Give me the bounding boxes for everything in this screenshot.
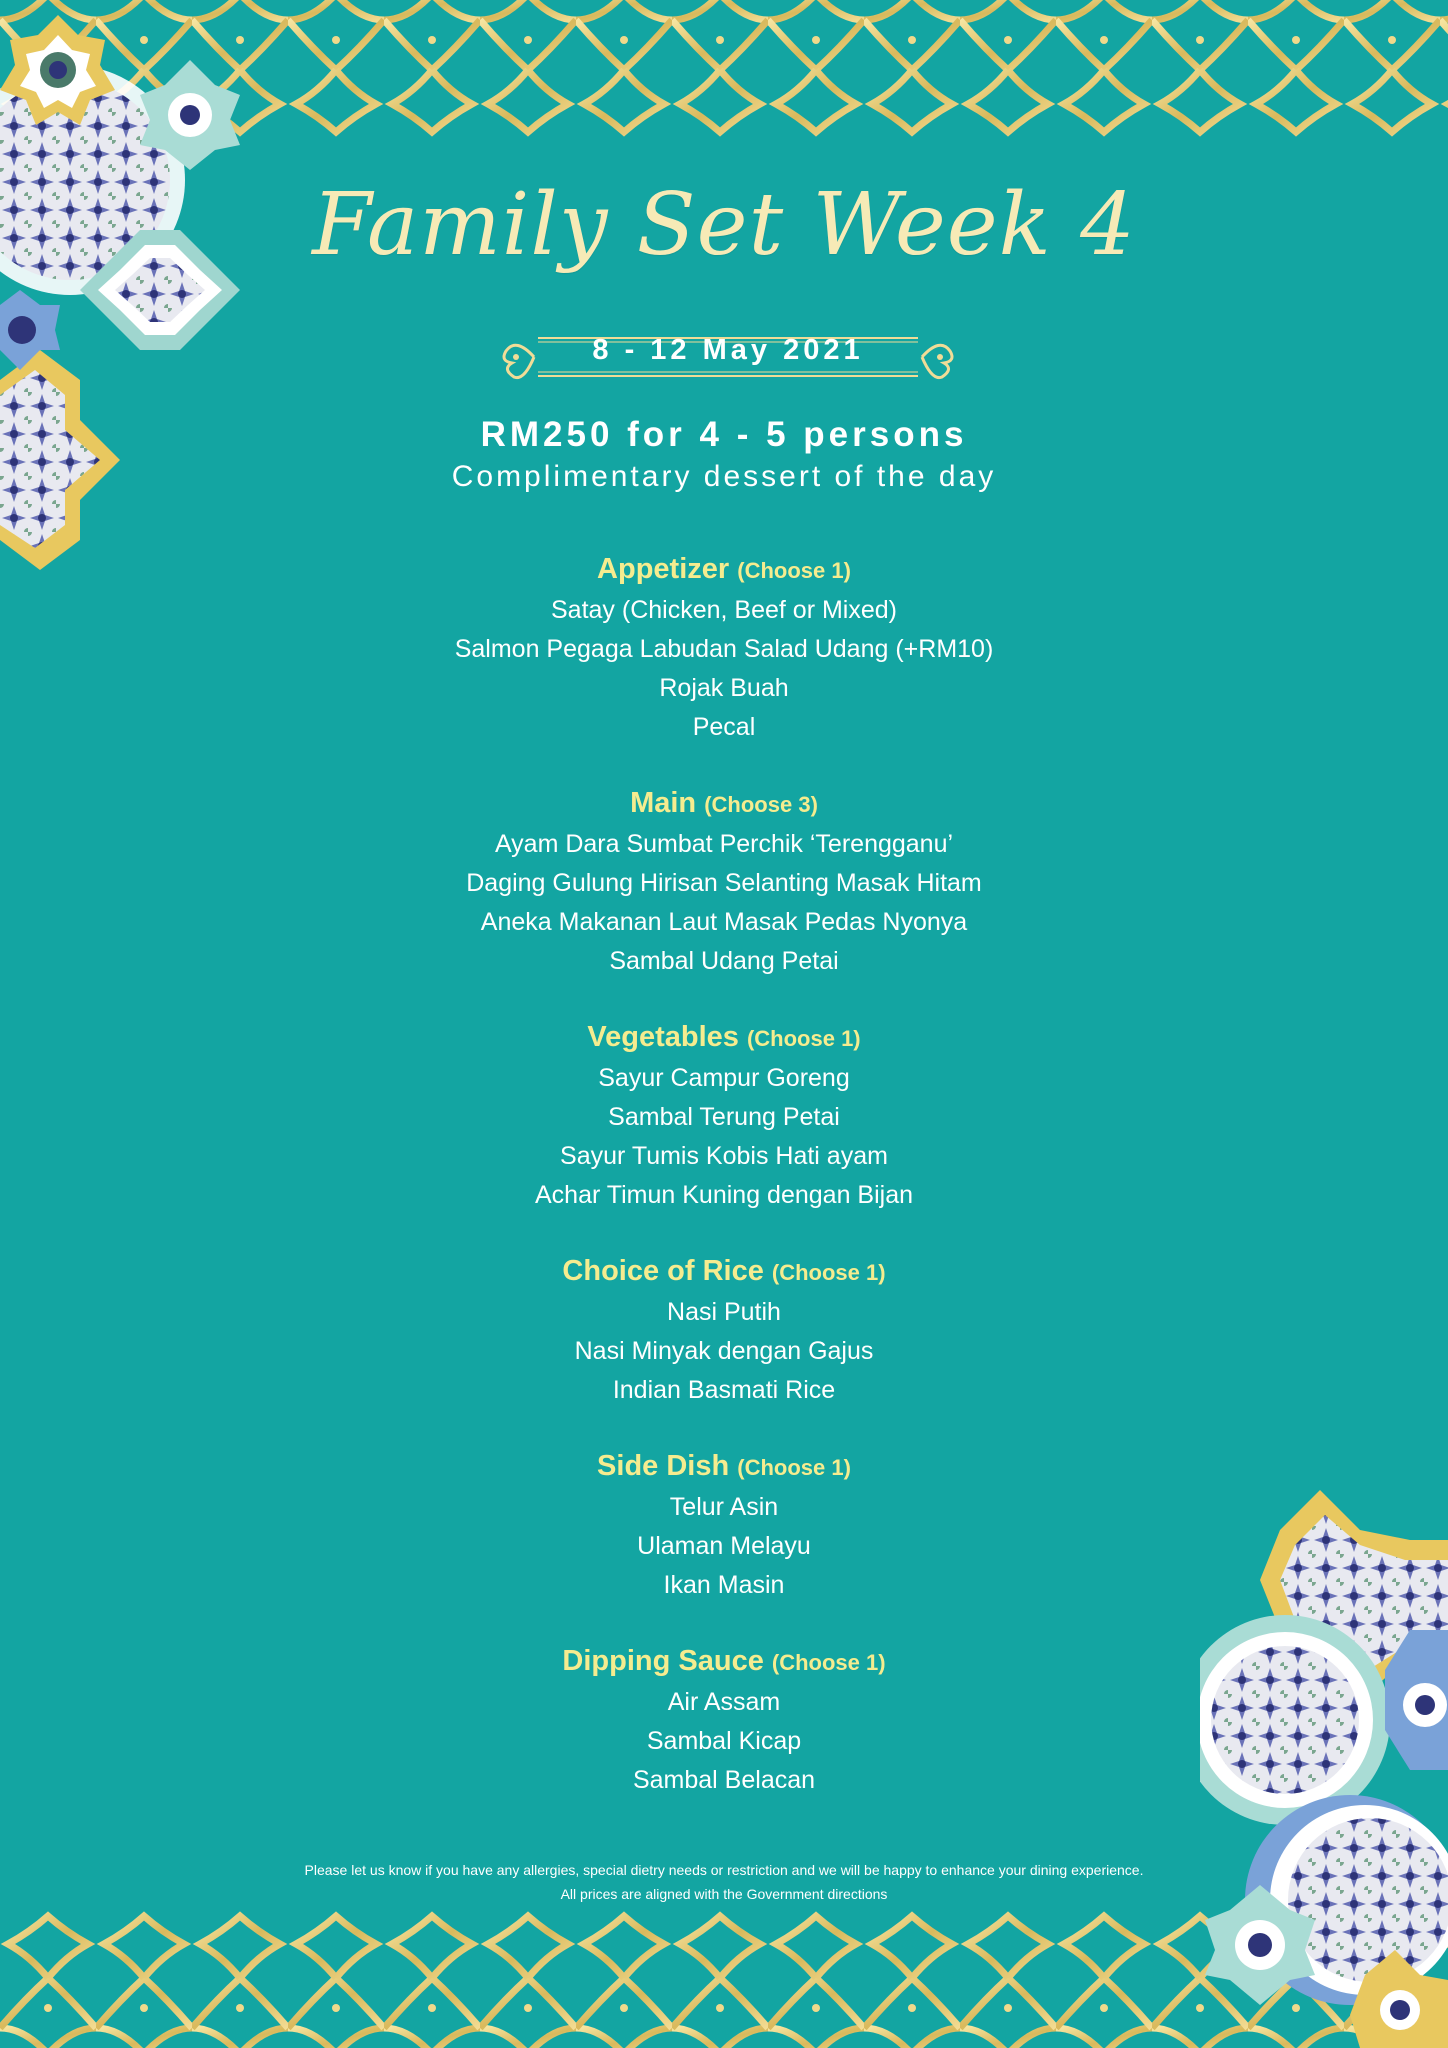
- menu-item: Rojak Buah: [659, 674, 789, 702]
- menu-item: Sambal Terung Petai: [608, 1103, 840, 1131]
- section-heading: [0, 1444, 1448, 1488]
- top-left-tile-decoration: [0, 0, 260, 590]
- section-title: Choice of Rice: [562, 1255, 764, 1287]
- menu-item: Satay (Chicken, Beef or Mixed): [551, 596, 897, 624]
- allergy-note: Please let us know if you have any allergies, special dietry needs or restriction and we will be happy to enhance your dining experience.: [304, 1862, 1144, 1878]
- section-heading: [0, 1639, 1448, 1683]
- menu-item: Ulaman Melayu: [637, 1532, 811, 1560]
- choose-count: (Choose 3): [704, 792, 818, 817]
- menu-item: Daging Gulung Hirisan Selanting Masak Hitam: [466, 869, 982, 897]
- price-note: All prices are aligned with the Government directions: [560, 1886, 888, 1902]
- section-main: [0, 781, 1448, 981]
- choose-count: (Choose 1): [737, 558, 851, 583]
- section-appetizer: [0, 547, 1448, 747]
- date-banner: [500, 328, 956, 386]
- menu-item: Indian Basmati Rice: [612, 1376, 836, 1404]
- section-heading: [0, 547, 1448, 591]
- menu-item: Sayur Campur Goreng: [598, 1064, 850, 1092]
- date-range: 8 - 12 May 2021: [592, 334, 864, 366]
- choose-count: (Choose 1): [771, 1650, 886, 1675]
- menu-item: Ayam Dara Sumbat Perchik ‘Terengganu’: [494, 830, 954, 858]
- menu-item: Sambal Kicap: [646, 1727, 802, 1755]
- section-heading: [0, 781, 1448, 825]
- section-vegetables: [0, 1015, 1448, 1215]
- menu-item: Telur Asin: [669, 1493, 779, 1521]
- footer-note: [0, 1858, 1448, 1906]
- section-title: Appetizer: [597, 553, 730, 585]
- section-side-dish: [0, 1444, 1448, 1605]
- set-price: RM250 for 4 - 5 persons: [480, 415, 968, 454]
- choose-count: (Choose 1): [737, 1455, 851, 1480]
- menu-item: Aneka Makanan Laut Masak Pedas Nyonya: [480, 908, 968, 936]
- section-title: Vegetables: [587, 1021, 739, 1053]
- menu-item: Sambal Udang Petai: [609, 947, 839, 975]
- menu-item: Nasi Minyak dengan Gajus: [574, 1337, 874, 1365]
- menu-item: Sayur Tumis Kobis Hati ayam: [560, 1142, 888, 1170]
- choose-count: (Choose 1): [771, 1260, 886, 1285]
- menu-item: Salmon Pegaga Labudan Salad Udang (+RM10): [454, 635, 994, 663]
- menu-item: Achar Timun Kuning dengan Bijan: [534, 1181, 914, 1209]
- menu-item: Ikan Masin: [663, 1571, 785, 1599]
- dessert-note: Complimentary dessert of the day: [451, 460, 997, 493]
- section-title: Main: [630, 787, 697, 819]
- menu-title: Family Set Week 4: [312, 175, 1136, 275]
- section-title: Side Dish: [597, 1450, 730, 1482]
- menu-item: Air Assam: [667, 1688, 781, 1716]
- menu-item: Pecal: [692, 713, 756, 741]
- choose-count: (Choose 1): [746, 1026, 861, 1051]
- menu-item: Sambal Belacan: [632, 1766, 816, 1794]
- section-heading: [0, 1015, 1448, 1059]
- section-choice-of-rice: [0, 1249, 1448, 1410]
- section-title: Dipping Sauce: [562, 1645, 764, 1677]
- section-dipping-sauce: [0, 1639, 1448, 1800]
- section-heading: [0, 1249, 1448, 1293]
- menu-sections: [0, 547, 1448, 1834]
- menu-item: Nasi Putih: [667, 1298, 781, 1326]
